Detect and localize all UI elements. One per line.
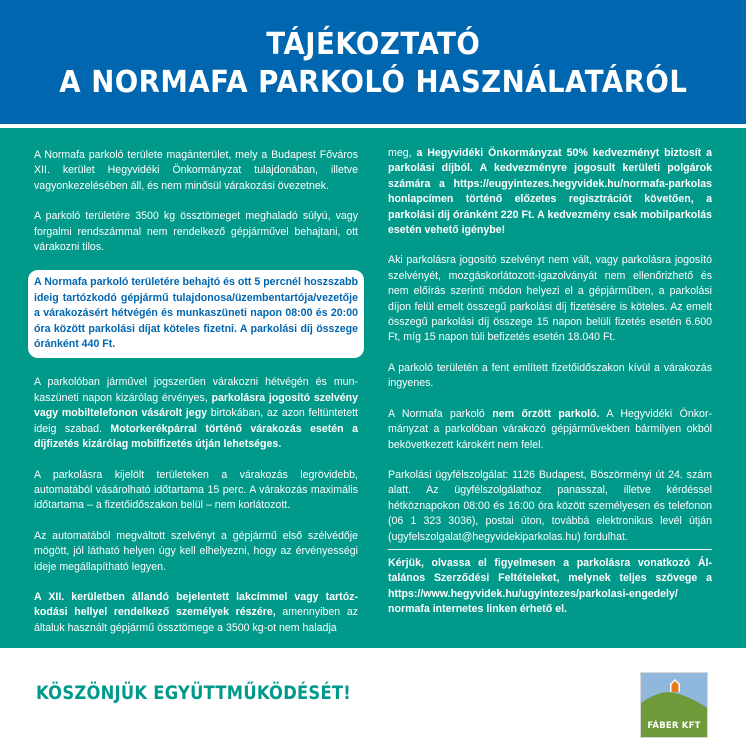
paragraph-windshield: Az automatából megváltott szelvényt a gépjármű első szélvédője mögött, jól látható helyen úgy kell elhelyezni, hogy az érvényességi ideje megállapítható legyen.	[34, 529, 358, 573]
right-column	[388, 146, 712, 633]
thank-you-message: KÖSZÖNJÜK EGYÜTTMŰKÖDÉSÉT!	[36, 682, 352, 704]
content-area	[0, 128, 746, 648]
paragraph-free-parking: A parkoló területén a fent említett fizetőidőszakon kívül a várakozás ingyenes.	[388, 361, 712, 390]
paragraph-terms: Kérjük, olvassa el figyelmesen a parkolásra vonatkozó Általános Szerződési Feltételeket, melynek teljes szövege a https://www.hegyvidek.hu/ugyintezes/parkolasi-engedely/ normafa internetes linken érhető el.	[388, 556, 712, 616]
title-line-2: A NORMAFA PARKOLÓ HASZNÁLATÁRÓL	[58, 65, 688, 100]
paragraph-discount: meg, a Hegyvidéki Önkormányzat 50% kedvezményt biztosít a parkolási díjból. A kedvezményre jogosult kerületi polgárok számára a https://eugyintezes.hegyvidek.hu/normafa-parkolas honlapcímen történő előzetes regisztrációt követően, a parkolási díj óránként 220 Ft. A kedvezmény csak mobilparkolás esetén vehető igénybe!	[388, 147, 713, 237]
paragraph-private-area: A Normafa parkoló területe magánterület, mely a Budapest Főváros XII. kerület Hegyvidéki Önkormányzat tulajdonában, illetve vagyonkezelésében áll, és nem minősül várakozási övezetnek.	[34, 149, 358, 192]
left-column	[34, 148, 358, 651]
paragraph-duration: A parkolásra kijelölt területeken a várakozás legrövidebb, automatából vásárolható időtartama 15 perc. A várakozás maximális időtartama – a fizetőidőszakon belül – nem korlátozott.	[34, 468, 358, 512]
fee-notice-box: A Normafa parkoló területére behajtó és ott 5 percnél hoszszabb ideig tartózkodó gépjármű tulajdonosa/üzembentartója/vezetője a várakozásért hétvégén és munkaszüneti napon 08:00 és 20:00 óra között parkolási díjat köteles fizetni. A parkolási díj összege óránként 440 Ft.	[28, 270, 364, 358]
title-line-1: TÁJÉKOZTATÓ	[265, 27, 481, 62]
paragraph-weight-limit: A parkoló területére 3500 kg össztömeget meghaladó súlyú, vagy forgalmi rendszámmal nem rendelkező gépjárművel behajtani, ott várakozni tilos.	[34, 210, 358, 254]
paragraph-unguarded: A Normafa parkoló nem őrzött parkoló. A Hegyvidéki Önkormányzat a parkolóban várakozó gépjárművekben bármilyen okból bekövetkezett károkért nem felel.	[388, 407, 713, 451]
title-banner	[0, 0, 746, 124]
paragraph-residents: A XII. kerületben állandó bejelentett lakcímmel vagy tartózkodási hellyel rendelkező személyek részére, amennyiben az általuk használt gépjármű össztömege a 3500 kg-ot nem haladja	[34, 590, 359, 634]
paragraph-penalty: Aki parkolásra jogosító szelvényt nem vált, vagy parkolásra jogosító szelvényét, mozgáskorlátozott-igazolványát nem ellenőrizhető és nem előírás szerinti módon helyezi el a gépjárműben, a parkolási díjon felül emelt összegű parkolási díj fizetésére is köteles. Az emelt összegű parkolási díj összege 15 napon belüli fizetés esetén 6.600 Ft, míg 15 napon túli befizetés esetén 18.040 Ft.	[388, 254, 712, 344]
section-divider	[388, 549, 712, 550]
paragraph-customer-service: Parkolási ügyfélszolgálat: 1126 Budapest, Böszörményi út 24. szám alatt. Az ügyfélszolgálathoz panasszal, illetve kérdéssel hétköznapokon 08:00 és 16:00 óra között személyesen és telefonon (06 1 323 3036), postai úton, továbbá elektronikus levél útján (ugyfelszolgalat@hegyvidekiparkolas.hu) fordulhat.	[388, 468, 712, 543]
paragraph-ticket-rules: A parkolóban járművel jogszerűen várakozni hétvégén és munkaszüneti napon kizárólag érvényes, parkolásra jogosító szelvény vagy mobiltelefonon vásárolt jegy birtokában, az azon feltüntetett ideig szabad. Motorkerékpárral történő várakozás esetén a díjfizetés kizárólag mobilfizetés útján lehetséges.	[34, 376, 358, 451]
faber-kft-logo	[640, 672, 708, 738]
footer	[0, 648, 746, 744]
logo-text: FÁBER KFT	[647, 721, 701, 731]
